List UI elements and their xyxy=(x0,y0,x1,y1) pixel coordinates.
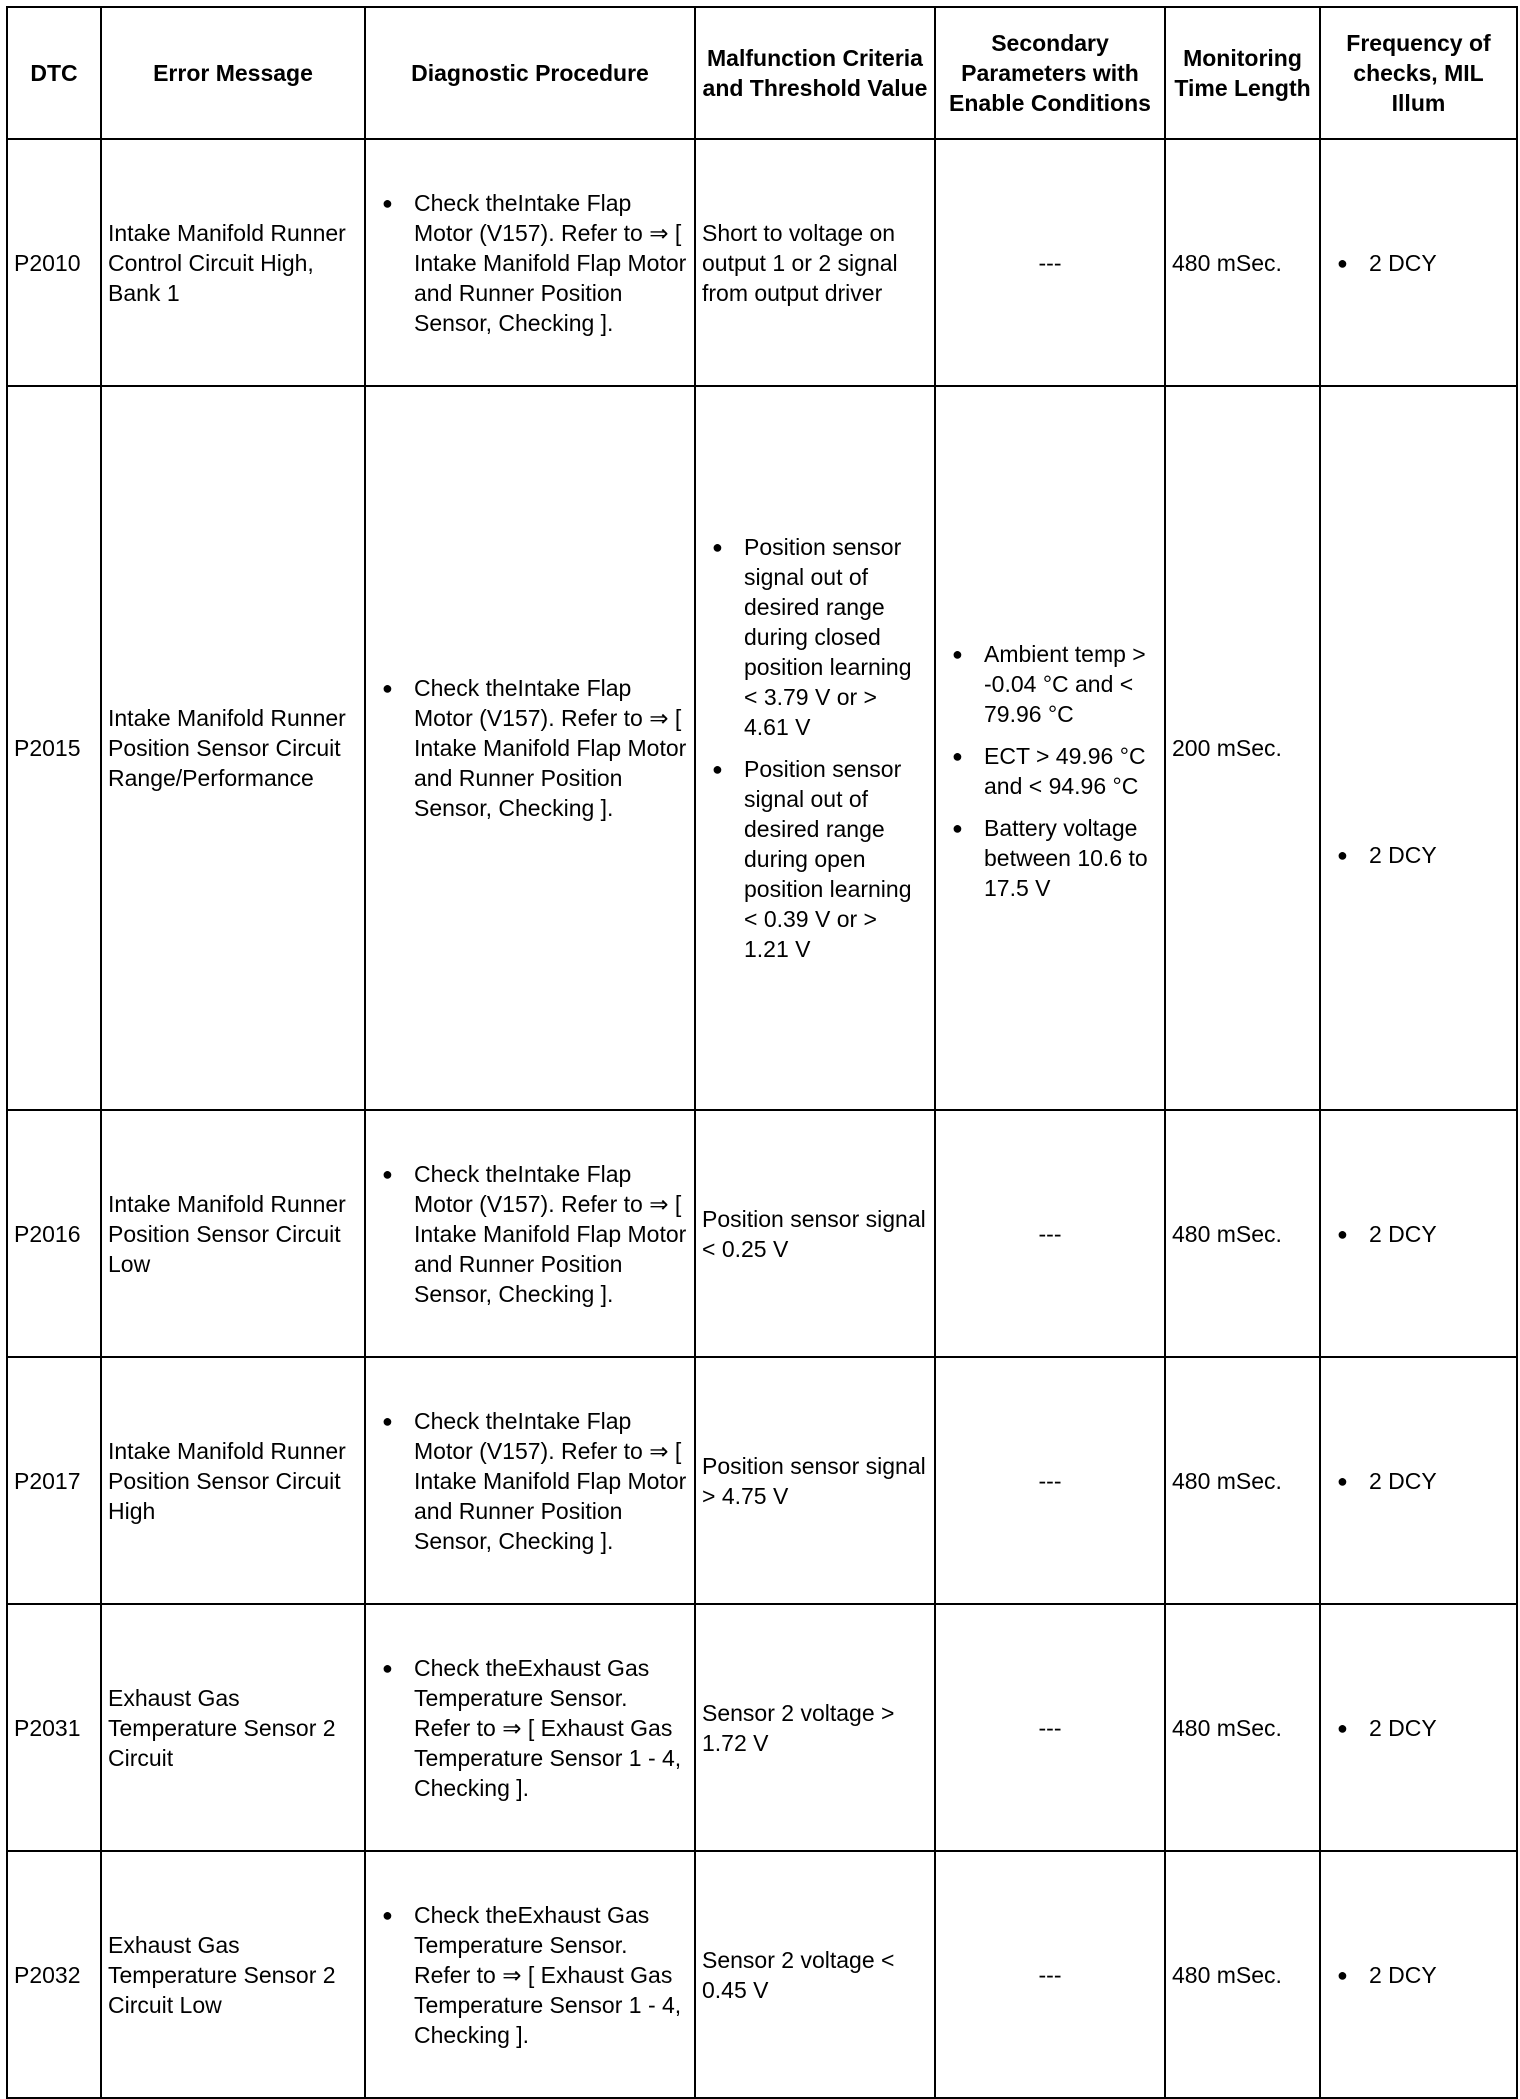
error-message: Exhaust Gas Temperature Sensor 2 Circuit xyxy=(101,1604,365,1851)
table-row xyxy=(7,1110,1517,1357)
secondary-item: ● ECT > 49.96 °C and < 94.96 °C xyxy=(984,741,1158,801)
frequency-item: ● 2 DCY xyxy=(1369,1466,1510,1496)
dtc-code: P2010 xyxy=(7,139,101,386)
criteria-item: ● Position sensor signal out of desired range during open position learning < 0.39 V or > 1.21 V xyxy=(744,754,928,964)
malfunction-criteria: Short to voltage on output 1 or 2 signal from output driver xyxy=(695,139,935,386)
header-secondary-parameters: Secondary Parameters with Enable Conditions xyxy=(935,7,1165,139)
malfunction-criteria: Position sensor signal < 0.25 V xyxy=(695,1110,935,1357)
malfunction-criteria xyxy=(695,386,935,1110)
diagnostic-procedure xyxy=(365,1110,695,1357)
procedure-item: ● Check theIntake Flap Motor (V157). Refer to ⇒ [ Intake Manifold Flap Motor and Runner Position Sensor, Checking ]. xyxy=(414,673,688,823)
procedure-item: ● Check theIntake Flap Motor (V157). Refer to ⇒ [ Intake Manifold Flap Motor and Runner Position Sensor, Checking ]. xyxy=(414,188,688,338)
malfunction-criteria: Position sensor signal > 4.75 V xyxy=(695,1357,935,1604)
procedure-item: ● Check theIntake Flap Motor (V157). Refer to ⇒ [ Intake Manifold Flap Motor and Runner Position Sensor, Checking ]. xyxy=(414,1406,688,1556)
frequency-item: ● 2 DCY xyxy=(1369,840,1510,870)
frequency xyxy=(1320,139,1517,386)
procedure-item: ● Check theExhaust Gas Temperature Sensor. Refer to ⇒ [ Exhaust Gas Temperature Sensor 1 - 4, Checking ]. xyxy=(414,1653,688,1803)
secondary-parameters: --- xyxy=(935,1851,1165,2098)
table-row xyxy=(7,1357,1517,1604)
header-frequency: Frequency of checks, MIL Illum xyxy=(1320,7,1517,139)
malfunction-criteria: Sensor 2 voltage < 0.45 V xyxy=(695,1851,935,2098)
monitoring-time: 480 mSec. xyxy=(1165,1357,1320,1604)
error-message: Intake Manifold Runner Control Circuit High, Bank 1 xyxy=(101,139,365,386)
frequency xyxy=(1320,1851,1517,2098)
malfunction-criteria: Sensor 2 voltage > 1.72 V xyxy=(695,1604,935,1851)
monitoring-time: 480 mSec. xyxy=(1165,1851,1320,2098)
monitoring-time: 480 mSec. xyxy=(1165,139,1320,386)
diagnostic-procedure xyxy=(365,386,695,1110)
table-row xyxy=(7,139,1517,386)
table-row xyxy=(7,1851,1517,2098)
table-row xyxy=(7,386,1517,1110)
error-message: Intake Manifold Runner Position Sensor Circuit Low xyxy=(101,1110,365,1357)
secondary-parameters: --- xyxy=(935,1604,1165,1851)
diagnostic-procedure xyxy=(365,1604,695,1851)
monitoring-time: 480 mSec. xyxy=(1165,1604,1320,1851)
frequency xyxy=(1320,386,1517,1110)
table-row xyxy=(7,1604,1517,1851)
secondary-parameters: --- xyxy=(935,139,1165,386)
frequency xyxy=(1320,1604,1517,1851)
frequency xyxy=(1320,1110,1517,1357)
error-message: Intake Manifold Runner Position Sensor Circuit Range/Performance xyxy=(101,386,365,1110)
error-message: Intake Manifold Runner Position Sensor Circuit High xyxy=(101,1357,365,1604)
secondary-parameters: --- xyxy=(935,1110,1165,1357)
dtc-code: P2032 xyxy=(7,1851,101,2098)
error-message: Exhaust Gas Temperature Sensor 2 Circuit Low xyxy=(101,1851,365,2098)
diagnostic-procedure xyxy=(365,1357,695,1604)
dtc-code: P2031 xyxy=(7,1604,101,1851)
dtc-table xyxy=(6,6,1518,2099)
diagnostic-procedure xyxy=(365,1851,695,2098)
secondary-parameters: --- xyxy=(935,1357,1165,1604)
header-dtc: DTC xyxy=(7,7,101,139)
header-monitoring-time: Monitoring Time Length xyxy=(1165,7,1320,139)
frequency xyxy=(1320,1357,1517,1604)
procedure-item: ● Check theIntake Flap Motor (V157). Refer to ⇒ [ Intake Manifold Flap Motor and Runner Position Sensor, Checking ]. xyxy=(414,1159,688,1309)
header-error-message: Error Message xyxy=(101,7,365,139)
dtc-code: P2017 xyxy=(7,1357,101,1604)
procedure-item: ● Check theExhaust Gas Temperature Sensor. Refer to ⇒ [ Exhaust Gas Temperature Sensor 1 - 4, Checking ]. xyxy=(414,1900,688,2050)
frequency-item: ● 2 DCY xyxy=(1369,1219,1510,1249)
dtc-code: P2016 xyxy=(7,1110,101,1357)
frequency-item: ● 2 DCY xyxy=(1369,1713,1510,1743)
secondary-item: ● Ambient temp > -0.04 °C and < 79.96 °C xyxy=(984,639,1158,729)
frequency-item: ● 2 DCY xyxy=(1369,1960,1510,1990)
header-malfunction-criteria: Malfunction Criteria and Threshold Value xyxy=(695,7,935,139)
monitoring-time: 200 mSec. xyxy=(1165,386,1320,1110)
header-row xyxy=(7,7,1517,139)
secondary-item: ● Battery voltage between 10.6 to 17.5 V xyxy=(984,813,1158,903)
diagnostic-procedure xyxy=(365,139,695,386)
frequency-item: ● 2 DCY xyxy=(1369,248,1510,278)
dtc-code: P2015 xyxy=(7,386,101,1110)
criteria-item: ● Position sensor signal out of desired range during closed position learning < 3.79 V or > 4.61 V xyxy=(744,532,928,742)
header-diagnostic-procedure: Diagnostic Procedure xyxy=(365,7,695,139)
secondary-parameters xyxy=(935,386,1165,1110)
monitoring-time: 480 mSec. xyxy=(1165,1110,1320,1357)
